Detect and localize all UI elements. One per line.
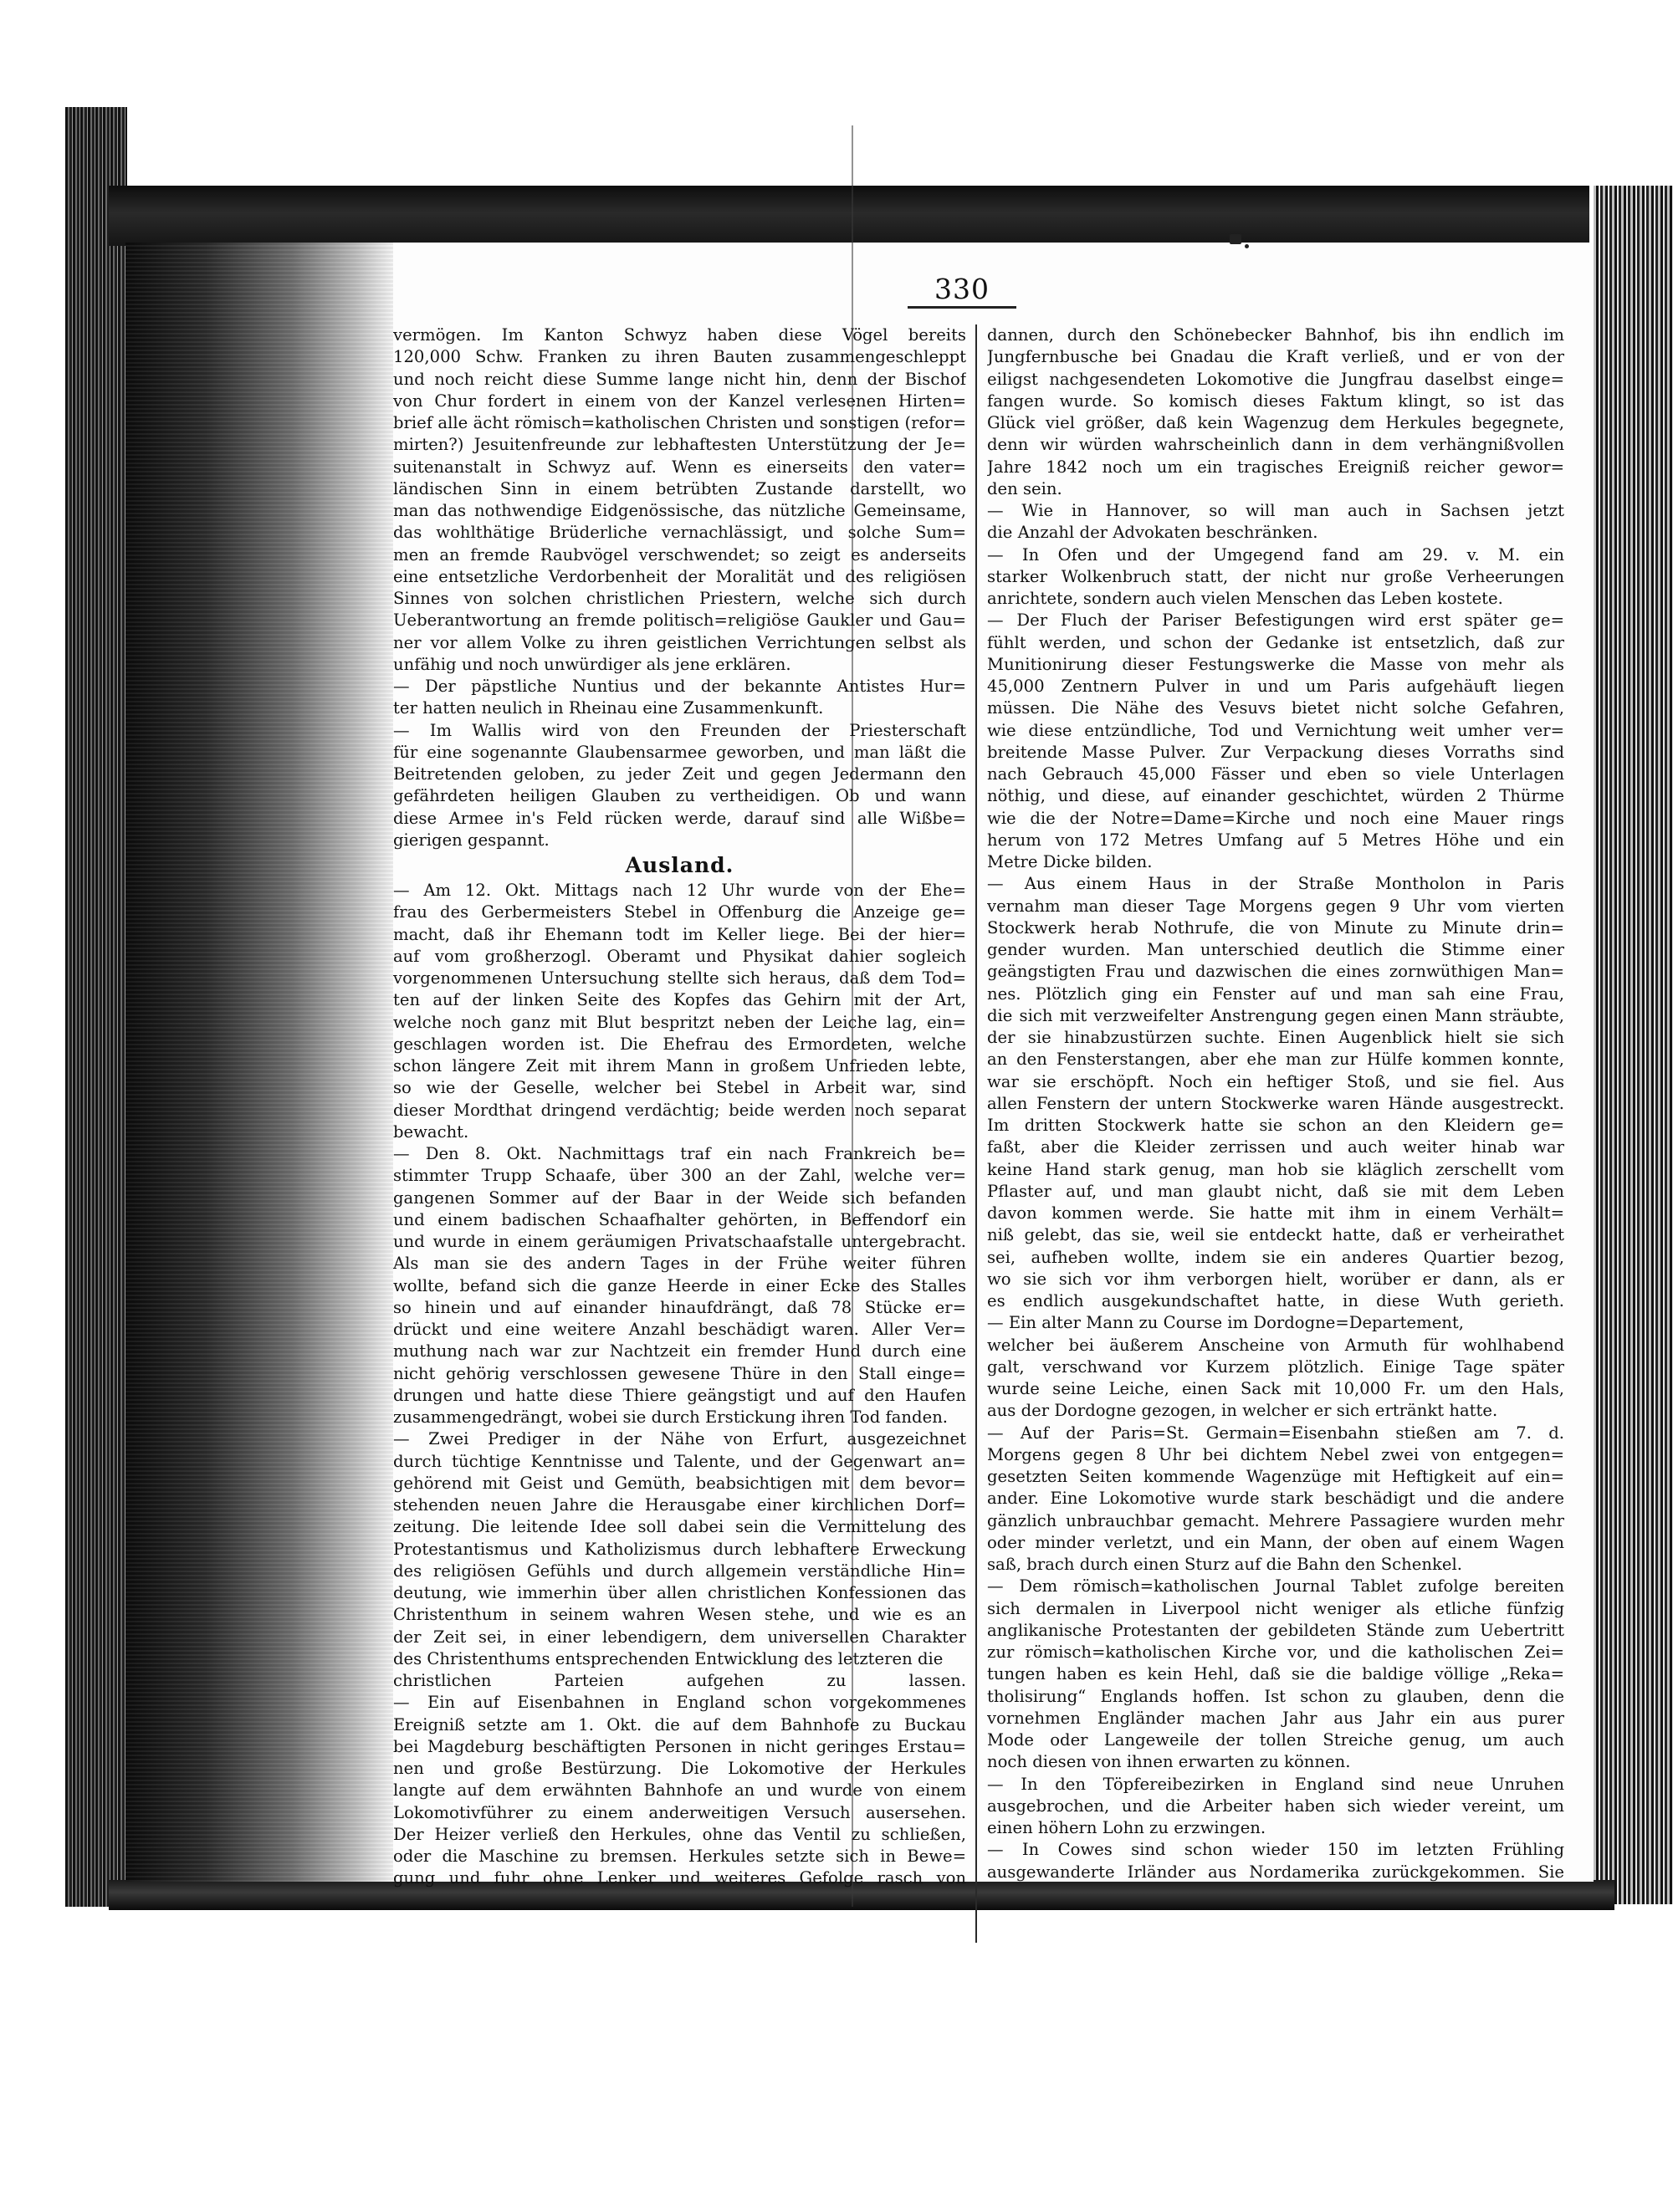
text-line: man das nothwendige Eidgenössische, das nützliche Gemeinsame,	[393, 501, 966, 520]
text-line: gender wurden. Man unterschied deutlich die Stimme einer	[987, 940, 1564, 959]
text-line: auf vom großherzogl. Oberamt und Physikat dahier sogleich	[393, 946, 966, 966]
text-line: frau des Gerbermeisters Stebel in Offenburg die Anzeige ge=	[393, 902, 966, 922]
text-line: der Zeit sei, in einer lebendigern, dem universellen Charakter	[393, 1627, 966, 1647]
text-line: — Im Wallis wird von den Freunden der Priesterschaft	[393, 720, 966, 740]
text-line: ländischen Sinn in einem betrübten Zustande darstellt, wo	[393, 478, 966, 498]
text-line: galt, verschwand vor Kurzem plötzlich. Einige Tage später	[987, 1356, 1564, 1377]
book-page-edges-right	[1594, 186, 1673, 1904]
text-line: fangen wurde. So komisch dieses Faktum klingt, so ist das	[987, 391, 1564, 411]
text-line: nöthig, und diese, auf einander geschichtet, würden 2 Thürme	[987, 786, 1564, 806]
text-line: der sie hinabzustürzen suchte. Einen Augenblick hielt sie sich	[987, 1028, 1564, 1047]
text-line: ter hatten neulich in Rheinau eine Zusammenkunft.	[393, 698, 824, 718]
text-line: zeitung. Die leitende Idee soll dabei sein die Vermittelung des	[393, 1517, 966, 1537]
text-line: tungen haben es kein Hehl, daß sie die baldige völlige „Reka=	[987, 1664, 1564, 1684]
text-line: — Ein auf Eisenbahnen in England schon vorgekommenes	[393, 1693, 966, 1713]
text-line: Protestantismus und Katholizismus durch lebhaftere Erweckung	[393, 1539, 966, 1559]
text-line: Lokomotivführer zu einem anderweitigen Versuch ausersehen.	[393, 1802, 966, 1822]
text-line: allen Fenstern der untern Stockwerke waren Hände ausgestreckt.	[987, 1093, 1564, 1113]
text-line: drückt und eine weitere Anzahl beschädigt waren. Aller Ver=	[393, 1320, 966, 1339]
text-line: 120,000 Schw. Franken zu ihren Bauten zusammengeschleppt	[393, 347, 966, 367]
book-top-shadow	[109, 186, 1589, 246]
text-line: ander. Eine Lokomotive wurde stark beschädigt und die andere	[987, 1489, 1564, 1509]
text-line: geschlagen worden ist. Die Ehefrau des Ermordeten, welche	[393, 1034, 966, 1054]
text-line: für eine sogenannte Glaubensarmee geworben, und man läßt die	[393, 742, 966, 762]
text-line: bei Magdeburg beschäftigten Personen in nicht geringes Erstau=	[393, 1736, 966, 1756]
text-line: Der Heizer verließ den Herkules, ohne das Ventil zu schließen,	[393, 1824, 966, 1844]
text-line: — Den 8. Okt. Nachmittags traf ein nach Frankreich be=	[393, 1144, 966, 1163]
text-line: gung und fuhr ohne Lenker und weiteres Gefolge rasch von	[393, 1868, 966, 1888]
text-line: noch diesen von ihnen erwarten zu können.	[987, 1752, 1351, 1772]
text-line: oder minder verletzt, und ein Mann, der oben auf einem Wagen	[987, 1532, 1564, 1552]
text-line: keine Hand stark genug, man hob sie kläglich zerschellt vom	[987, 1159, 1564, 1179]
text-line: Im dritten Stockwerk hatte sie schon an den Kleidern ge=	[987, 1116, 1564, 1135]
text-line: sei, aufheben wollte, indem sie ein anderes Quartier bezog,	[987, 1247, 1564, 1267]
text-line: einen höhern Lohn zu erzwingen.	[987, 1818, 1266, 1837]
text-line: herum von 172 Metres Umfang auf 5 Metres Höhe und ein	[987, 830, 1564, 850]
text-line: unfähig und noch unwürdiger als jene erklären.	[393, 654, 791, 674]
column-divider	[975, 324, 977, 1943]
text-line: — Wie in Hannover, so will man auch in Sachsen jetzt	[987, 501, 1564, 520]
text-line: vorgenommenen Untersuchung stellte sich heraus, daß dem Tod=	[393, 968, 966, 988]
text-line: drungen und hatte diese Thiere geängstigt und auf den Haufen	[393, 1385, 966, 1405]
text-line: vernahm man dieser Tage Morgens gegen 9 Uhr vom vierten	[987, 896, 1564, 916]
text-line: nen und große Bestürzung. Die Lokomotive der Herkules	[393, 1759, 966, 1778]
page-number: 330	[934, 273, 990, 305]
text-line: Jungfernbusche bei Gnadau die Kraft verließ, und er von der	[987, 347, 1564, 367]
text-line: — In den Töpfereibezirken in England sind neue Unruhen	[987, 1774, 1564, 1794]
text-line: aus der Dordogne gezogen, in welcher er sich ertränkt hatte.	[987, 1401, 1498, 1421]
left-text-column	[393, 324, 966, 1890]
text-line: wie die der Notre=Dame=Kirche und noch eine Mauer rings	[987, 808, 1564, 828]
text-line: wie diese entzündliche, Tod und Vernichtung weit umher ver=	[987, 720, 1564, 740]
text-line: — Der päpstliche Nuntius und der bekannte Antistes Hur=	[393, 677, 966, 696]
text-line: — Aus einem Haus in der Straße Montholon in Paris	[987, 874, 1564, 894]
text-line: den sein.	[987, 478, 1062, 498]
text-line: Ueberantwortung an fremde politisch=religiöse Gaukler und Gau=	[393, 610, 966, 631]
text-line: macht, daß ihr Ehemann todt im Keller liege. Bei der hier=	[393, 924, 966, 944]
text-line: Ereigniß setzte am 1. Okt. die auf dem Bahnhofe zu Buckau	[393, 1714, 966, 1734]
text-line: — Auf der Paris=St. Germain=Eisenbahn stießen am 7. d.	[987, 1423, 1564, 1443]
text-line: Beitretenden geloben, zu jeder Zeit und gegen Jedermann den	[393, 764, 966, 784]
text-line: breitende Masse Pulver. Zur Verpackung dieses Vorraths sind	[987, 742, 1564, 762]
right-text-column	[987, 324, 1564, 1883]
text-line: Stockwerk herab Nothrufe, die von Minute zu Minute drin=	[987, 917, 1564, 937]
text-line: gefährdeten heiligen Glauben zu vertheidigen. Ob und wann	[393, 786, 966, 806]
book-page-edges-left	[65, 107, 127, 1907]
text-line: anrichtete, sondern auch vielen Menschen das Leben kostete.	[987, 589, 1503, 608]
ink-speck-small	[1245, 244, 1249, 248]
text-line: nes. Plötzlich ging ein Fenster auf und man sah eine Frau,	[987, 983, 1564, 1004]
text-line: Als man sie des andern Tages in der Frühe weiter führen	[393, 1254, 966, 1274]
text-line: ausgebrochen, und die Arbeiter haben sich wieder vereint, um	[987, 1796, 1564, 1816]
text-line: stimmter Trupp Schaafe, über 300 an der Zahl, welche ver=	[393, 1166, 966, 1186]
text-line: — In Ofen und der Umgegend fand am 29. v. M. ein	[987, 544, 1564, 564]
text-line: von Chur fordert in einem von der Kanzel verlesenen Hirten=	[393, 391, 966, 411]
text-line: und einem badischen Schaafhalter gehörten, in Beffendorf ein	[393, 1209, 966, 1229]
text-line: stehenden neuen Jahre die Herausgabe einer kirchlichen Dorf=	[393, 1495, 966, 1515]
text-line: dannen, durch den Schönebecker Bahnhof, bis ihn endlich im	[987, 325, 1564, 345]
text-line: vornehmen Engländer machen Jahr aus Jahr ein aus purer	[987, 1708, 1564, 1728]
text-line: eiligst nachgesendeten Lokomotive die Jungfrau daselbst einge=	[987, 369, 1564, 389]
text-line: und wurde in einem geräumigen Privatschaafstalle untergebracht.	[393, 1232, 966, 1251]
text-line: die Anzahl der Advokaten beschränken.	[987, 523, 1318, 543]
text-line: an den Fensterstangen, aber ehe man zur Hülfe kommen konnte,	[987, 1050, 1564, 1070]
text-line: so hinein und auf einander hinaufdrängt, daß 78 Stücke er=	[393, 1297, 966, 1317]
text-line: es endlich ausgekundschaftet hatte, in diese Wuth gerieth.	[987, 1291, 1564, 1310]
text-line: Mode oder Langeweile der tollen Streiche genug, um auch	[987, 1730, 1564, 1750]
text-line: brief alle ächt römisch=katholischen Christen und sonstigen (refor=	[393, 413, 966, 432]
text-line: Metre Dicke bilden.	[987, 852, 1153, 871]
text-line: sich dermalen in Liverpool nicht weniger als etliche fünfzig	[987, 1598, 1564, 1618]
text-line: — Am 12. Okt. Mittags nach 12 Uhr wurde von der Ehe=	[393, 881, 966, 900]
text-line: davon kommen werde. Sie hatte mit ihm in einem Verhält=	[987, 1203, 1564, 1223]
text-line: gierigen gespannt.	[393, 830, 550, 850]
text-line: gehörend mit Geist und Gemüth, beabsichtigen mit dem bevor=	[393, 1473, 966, 1493]
text-line: nach Gebrauch 45,000 Fässer und eben so viele Unterlagen	[987, 764, 1564, 784]
text-line: durch tüchtige Kenntnisse und Talente, und der Gegenwart an=	[393, 1451, 966, 1471]
text-line: zur römisch=katholischen Kirche vor, und die katholischen Zei=	[987, 1642, 1564, 1662]
text-line: das wohlthätige Brüderliche vernachlässigt, und solche Sum=	[393, 523, 966, 543]
text-line: eine entsetzliche Verdorbenheit der Moralität und des religiösen	[393, 566, 966, 586]
text-line: ausgewanderte Irländer aus Nordamerika zurückgekommen. Sie	[987, 1862, 1564, 1882]
text-line: des religiösen Gefühls und durch allgemein verständliche Hin=	[393, 1561, 966, 1581]
text-line: wurde seine Leiche, einen Sack mit 10,000 Fr. um den Hals,	[987, 1379, 1564, 1398]
text-line: mirten?) Jesuitenfreunde zur lebhaftesten Unterstützung der Je=	[393, 435, 966, 455]
text-line: oder die Maschine zu bremsen. Herkules setzte sich in Bewe=	[393, 1847, 966, 1866]
text-line: anglikanische Protestanten der gebildeten Stände zum Uebertritt	[987, 1620, 1564, 1640]
text-line: suitenanstalt in Schwyz auf. Wenn es einerseits den vater=	[393, 457, 966, 477]
text-line: christlichen Parteien aufgehen zu lassen.	[393, 1671, 966, 1690]
text-line: Glück viel größer, daß kein Wagenzug dem Herkules begegnete,	[987, 413, 1564, 432]
gutter-texture	[125, 243, 393, 1882]
ink-speck	[1230, 234, 1241, 244]
text-line: saß, brach durch einen Sturz auf die Bahn den Schenkel.	[987, 1555, 1462, 1574]
text-line: die sich mit verzweifelter Anstrengung gegen einen Mann sträubte,	[987, 1005, 1564, 1025]
text-line: nicht gehörig verschlossen gewesene Thüre in den Stall einge=	[393, 1363, 966, 1383]
text-line: bewacht.	[393, 1121, 469, 1142]
text-line: wollte, befand sich die ganze Heerde in einer Ecke des Stalles	[393, 1275, 966, 1295]
text-line: gesetzten Seiten kommende Wagenzüge mit Heftigkeit auf ein=	[987, 1467, 1564, 1486]
text-line: zusammengedrängt, wobei sie durch Erstickung ihren Tod fanden.	[393, 1407, 949, 1427]
text-line: — Der Fluch der Pariser Befestigungen wird erst später ge=	[987, 610, 1564, 631]
text-line: — Dem römisch=katholischen Journal Tablet zufolge bereiten	[987, 1576, 1564, 1596]
text-line: wo sie sich vor ihm verborgen hielt, worüber er dann, als er	[987, 1269, 1564, 1289]
text-line: ner vor allem Volke zu ihren geistlichen Verrichtungen selbst als	[393, 632, 966, 652]
text-line: — Zwei Prediger in der Nähe von Erfurt, ausgezeichnet	[393, 1429, 966, 1449]
text-line: geängstigten Frau und dazwischen die eines zornwüthigen Man=	[987, 962, 1564, 982]
text-line: dieser Mordthat dringend verdächtig; beide werden noch separat	[393, 1100, 966, 1120]
text-line: — Ein alter Mann zu Course im Dordogne=Departement,	[987, 1313, 1465, 1333]
text-line: niß gelebt, das sie, weil sie entdeckt hatte, daß er verheirathet	[987, 1225, 1564, 1245]
text-line: und noch reicht diese Summe lange nicht hin, denn der Bischof	[393, 369, 966, 389]
text-line: Pflaster auf, und man glaubt nicht, daß sie mit dem Leben	[987, 1181, 1564, 1201]
text-line: vermögen. Im Kanton Schwyz haben diese Vögel bereits	[393, 325, 966, 345]
text-line: welcher bei äußerem Anscheine von Armuth für wohlhabend	[987, 1335, 1564, 1355]
text-line: schon längere Zeit mit ihrem Mann in großem Unfrieden lebte,	[393, 1056, 966, 1075]
text-line: Jahre 1842 noch um ein tragisches Ereigniß reicher gewor=	[987, 457, 1564, 477]
section-heading: Ausland.	[625, 853, 734, 877]
text-line: muthung nach war zur Nachtzeit ein fremder Hund durch eine	[393, 1341, 966, 1361]
text-line: tholisirung“ Englands hoffen. Ist schon zu glauben, denn die	[987, 1686, 1564, 1706]
text-line: gangenen Sommer auf der Baar in der Weide sich befanden	[393, 1188, 966, 1208]
text-line: men an fremde Raubvögel verschwendet; so zeigt es anderseits	[393, 544, 966, 564]
text-line: Christenthum in seinem wahren Wesen stehe, und wie es an	[393, 1605, 966, 1625]
text-line: — In Cowes sind schon wieder 150 im letzten Frühling	[987, 1840, 1564, 1860]
text-line: deutung, wie immerhin über allen christlichen Konfessionen das	[393, 1583, 966, 1602]
text-line: 45,000 Zentnern Pulver in und um Paris aufgehäuft liegen	[987, 677, 1564, 696]
text-line: diese Armee in's Feld rücken werde, darauf sind alle Wißbe=	[393, 808, 966, 828]
text-line: starker Wolkenbruch statt, der nicht nur große Verheerungen	[987, 566, 1564, 586]
text-line: Sinnes von solchen christlichen Priestern, welche sich durch	[393, 589, 966, 608]
text-line: müssen. Die Nähe des Vesuvs bietet nicht solche Gefahren,	[987, 698, 1564, 718]
text-line: des Christenthums entsprechenden Entwicklung des letzteren die	[393, 1648, 944, 1668]
text-line: Morgens gegen 8 Uhr bei dichtem Nebel zwei von entgegen=	[987, 1444, 1564, 1464]
text-line: Munitionirung dieser Festungswerke die Masse von mehr als	[987, 654, 1564, 674]
text-line: welche noch ganz mit Blut bespritzt neben der Leiche lag, ein=	[393, 1012, 966, 1032]
page-number-rule	[908, 306, 1016, 309]
text-line: fühlt werden, und schon der Gedanke ist entsetzlich, daß zur	[987, 632, 1564, 652]
text-line: war sie erschöpft. Noch ein heftiger Stoß, und sie fiel. Aus	[987, 1071, 1564, 1091]
text-line: gänzlich unbrauchbar gemacht. Mehrere Passagiere wurden mehr	[987, 1510, 1564, 1530]
text-line: faßt, aber die Kleider zerrissen und auch weiter hinab war	[987, 1137, 1564, 1157]
text-line: denn wir würden wahrscheinlich dann in dem verhängnißvollen	[987, 435, 1564, 455]
text-line: ten auf der linken Seite des Kopfes das Gehirn mit der Art,	[393, 990, 966, 1010]
text-line: so wie der Geselle, welcher bei Stebel in Arbeit war, sind	[393, 1078, 966, 1098]
text-line: langte auf dem erwähnten Bahnhofe an und wurde von einem	[393, 1780, 966, 1801]
